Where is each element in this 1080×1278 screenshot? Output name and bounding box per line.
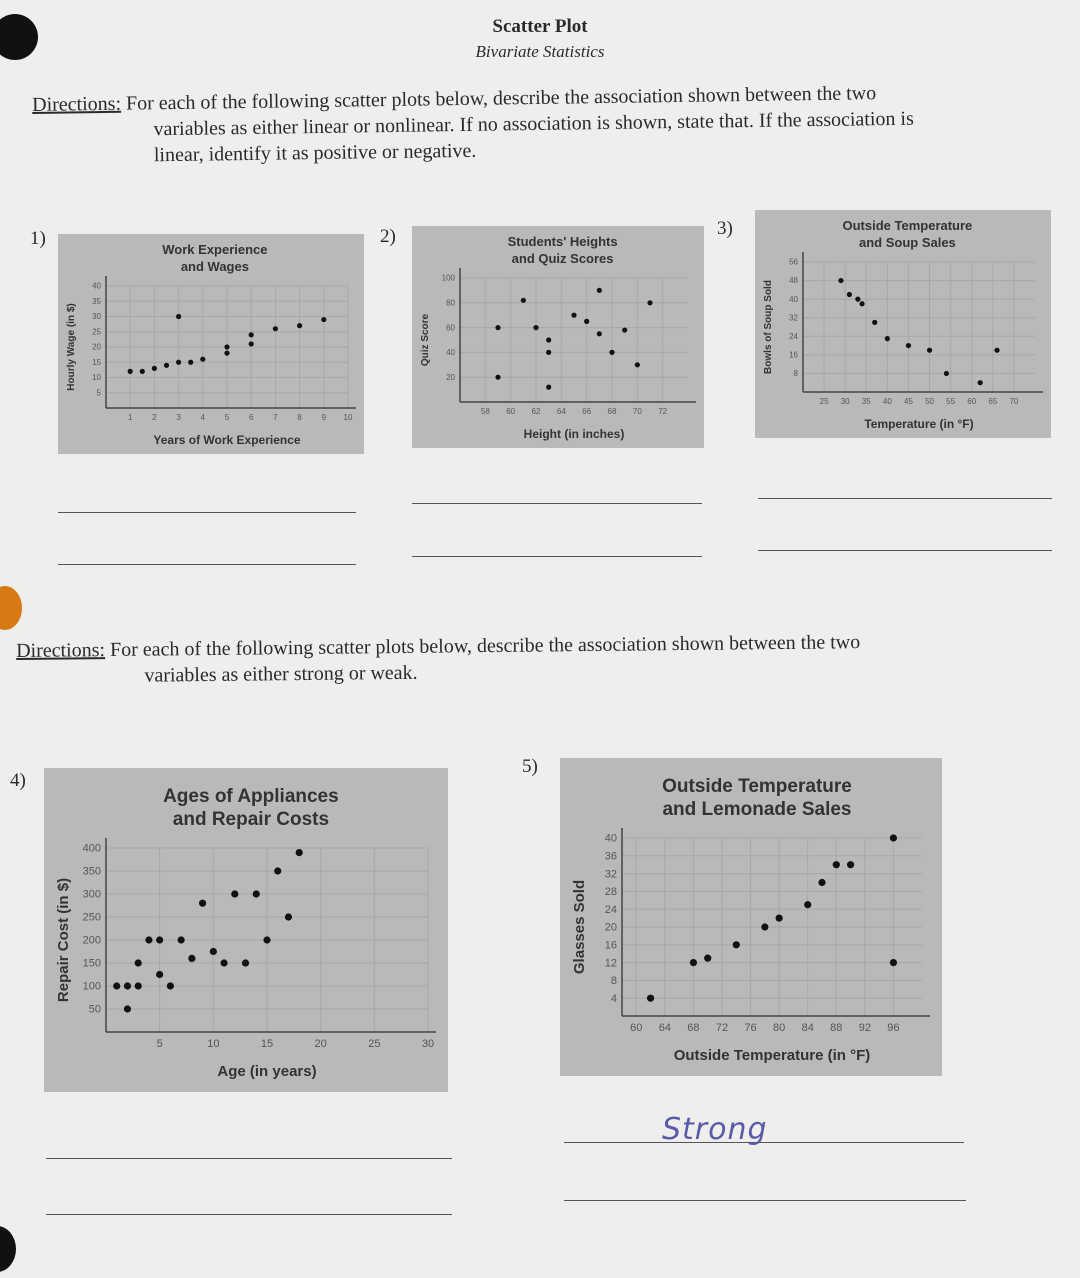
y-tick-label: 56: [789, 257, 798, 267]
x-tick-label: 35: [861, 397, 871, 406]
data-point: [622, 327, 627, 332]
x-tick-label: 8: [297, 413, 302, 422]
data-point: [273, 326, 278, 331]
data-point: [906, 343, 911, 348]
data-point: [890, 834, 897, 841]
answer-line-1a[interactable]: [58, 512, 356, 513]
data-point: [704, 955, 711, 962]
x-tick-label: 88: [830, 1022, 843, 1034]
x-tick-label: 25: [368, 1038, 381, 1050]
data-point: [533, 325, 538, 330]
data-point: [188, 955, 195, 962]
data-point: [776, 915, 783, 922]
x-tick-label: 1: [127, 413, 133, 422]
x-tick-label: 30: [421, 1038, 435, 1050]
data-point: [847, 292, 852, 297]
directions-1-label: Directions:: [32, 92, 122, 116]
y-tick-label: 150: [82, 957, 101, 970]
chart-title-line: Ages of Appliances: [163, 786, 339, 807]
y-tick-label: 50: [88, 1003, 101, 1016]
chart-title-line: and Soup Sales: [858, 235, 956, 250]
data-point: [833, 861, 840, 868]
x-tick-label: 55: [946, 397, 956, 406]
binder-hole-bottom: [0, 1226, 16, 1272]
data-point: [571, 313, 576, 318]
y-tick-label: 8: [793, 369, 798, 379]
directions-1-line3: linear, identify it as positive or negative.: [153, 139, 477, 167]
x-tick-label: 92: [858, 1022, 871, 1034]
y-tick-label: 5: [96, 388, 101, 398]
data-point: [249, 341, 254, 346]
x-tick-label: 58: [480, 407, 490, 416]
data-point: [838, 278, 843, 283]
answer-line-4a[interactable]: [46, 1158, 452, 1159]
data-point: [210, 948, 217, 955]
question-1-number: 1): [30, 228, 46, 249]
y-axis-label: Glasses Sold: [571, 879, 588, 975]
data-point: [297, 323, 302, 328]
y-tick-label: 35: [92, 296, 101, 306]
directions-1-line1: Directions: For each of the following scatter plots below, describe the association shown between the two: [32, 82, 877, 116]
y-tick-label: 16: [789, 350, 798, 360]
y-tick-label: 80: [446, 298, 455, 308]
data-point: [690, 959, 697, 966]
x-tick-label: 68: [607, 407, 617, 416]
data-point: [242, 959, 249, 966]
data-point: [274, 867, 281, 874]
data-point: [249, 332, 254, 337]
question-3-number: 3): [717, 218, 733, 239]
data-point: [521, 298, 526, 303]
data-point: [635, 362, 640, 367]
x-tick-label: 65: [988, 397, 998, 406]
directions-2-label: Directions:: [16, 639, 106, 662]
scatter-plot-2: [412, 226, 704, 448]
y-tick-label: 4: [610, 992, 617, 1005]
question-4-number: 4): [10, 770, 26, 791]
data-point: [128, 369, 133, 374]
data-point: [296, 849, 303, 856]
chart-title-line: Outside Temperature: [662, 776, 852, 797]
data-point: [859, 301, 864, 306]
chart-title-line: Work Experience: [162, 242, 268, 257]
data-point: [495, 375, 500, 380]
data-point: [152, 366, 157, 371]
y-tick-label: 32: [604, 868, 617, 881]
y-tick-label: 200: [82, 934, 101, 947]
data-point: [124, 982, 131, 989]
x-tick-label: 5: [224, 413, 230, 422]
chart-title-line: and Repair Costs: [172, 809, 330, 830]
scatter-plot-1: [58, 234, 364, 454]
chart-title-line: and Lemonade Sales: [662, 799, 852, 820]
data-point: [609, 350, 614, 355]
data-point: [647, 300, 652, 305]
scatter-plot-4: [44, 768, 448, 1092]
handwritten-answer-5: Strong: [662, 1112, 768, 1147]
data-point: [546, 337, 551, 342]
data-point: [885, 336, 890, 341]
page-subtitle: Bivariate Statistics: [475, 42, 605, 61]
answer-line-4b[interactable]: [46, 1214, 452, 1215]
x-tick-label: 70: [1009, 397, 1019, 406]
y-tick-label: 15: [92, 357, 101, 367]
data-point: [176, 360, 181, 365]
x-tick-label: 96: [887, 1022, 900, 1034]
data-point: [597, 288, 602, 293]
data-point: [113, 982, 120, 989]
data-point: [200, 357, 205, 362]
y-tick-label: 10: [92, 373, 101, 383]
chart-title-line: and Wages: [180, 259, 249, 274]
data-point: [176, 314, 181, 319]
data-point: [145, 936, 152, 943]
y-tick-label: 350: [82, 865, 101, 878]
data-point: [285, 913, 292, 920]
directions-1: [32, 78, 1043, 170]
x-tick-label: 72: [658, 407, 668, 416]
y-axis-label: Hourly Wage (in $): [66, 303, 77, 391]
data-point: [944, 371, 949, 376]
x-tick-label: 64: [658, 1022, 671, 1034]
y-tick-label: 20: [604, 921, 617, 934]
data-point: [597, 331, 602, 336]
y-tick-label: 20: [446, 372, 455, 382]
x-axis-label: Height (in inches): [523, 427, 625, 441]
y-tick-label: 40: [604, 832, 617, 845]
y-tick-label: 40: [92, 281, 101, 291]
data-point: [994, 348, 999, 353]
y-tick-label: 30: [92, 312, 101, 322]
chart-title-line: and Quiz Scores: [511, 251, 614, 266]
x-tick-label: 60: [630, 1022, 643, 1034]
scatter-plot-3: [755, 210, 1051, 438]
chart-title-line: Students' Heights: [507, 234, 618, 249]
directions-1-line2: variables as either linear or nonlinear. If no association is shown, state that. If the association is: [153, 107, 914, 141]
x-tick-label: 80: [773, 1022, 786, 1034]
data-point: [231, 890, 238, 897]
y-tick-label: 24: [604, 903, 617, 916]
data-point: [188, 360, 193, 365]
question-5-number: 5): [522, 756, 538, 777]
x-tick-label: 50: [925, 397, 934, 406]
data-point: [156, 971, 163, 978]
data-point: [199, 900, 206, 907]
directions-2-line2: variables as either strong or weak.: [144, 661, 418, 687]
directions-2-line1: Directions: For each of the following scatter plots below, describe the association shown between the two: [16, 631, 861, 662]
answer-line-3b[interactable]: [758, 550, 1052, 551]
data-point: [927, 348, 932, 353]
x-tick-label: 30: [840, 397, 850, 406]
answer-line-3a[interactable]: [758, 498, 1052, 499]
data-point: [224, 351, 229, 356]
y-axis-label: Quiz Score: [420, 313, 431, 367]
data-point: [140, 369, 145, 374]
binder-hole-middle: [0, 586, 22, 630]
x-tick-label: 60: [506, 407, 516, 416]
data-point: [584, 319, 589, 324]
data-point: [495, 325, 500, 330]
data-point: [124, 1005, 131, 1012]
data-point: [546, 350, 551, 355]
x-tick-label: 6: [248, 413, 254, 422]
x-tick-label: 7: [273, 413, 278, 422]
x-tick-label: 15: [260, 1038, 274, 1050]
answer-line-2a[interactable]: [412, 503, 702, 504]
data-point: [156, 936, 163, 943]
chart-title-line: Outside Temperature: [842, 218, 973, 233]
y-tick-label: 25: [92, 327, 101, 337]
y-tick-label: 60: [446, 323, 455, 333]
data-point: [890, 959, 897, 966]
data-point: [135, 982, 142, 989]
x-tick-label: 64: [556, 407, 566, 416]
x-tick-label: 70: [632, 407, 642, 416]
x-tick-label: 40: [882, 397, 892, 406]
x-tick-label: 60: [967, 397, 977, 406]
data-point: [178, 936, 185, 943]
y-tick-label: 300: [82, 888, 101, 901]
x-tick-label: 68: [687, 1022, 700, 1034]
question-2-number: 2): [380, 226, 396, 247]
page-title: Scatter Plot: [492, 16, 588, 37]
data-point: [733, 941, 740, 948]
data-point: [978, 380, 983, 385]
y-axis-label: Bowls of Soup Sold: [763, 280, 774, 374]
x-tick-label: 3: [176, 413, 181, 422]
y-tick-label: 36: [604, 850, 617, 863]
data-point: [872, 320, 877, 325]
data-point: [164, 363, 169, 368]
x-tick-label: 84: [801, 1022, 814, 1034]
data-point: [220, 959, 227, 966]
x-tick-label: 5: [156, 1038, 163, 1050]
scatter-plot-5: [560, 758, 942, 1076]
x-axis-label: Outside Temperature (in °F): [673, 1047, 871, 1064]
data-point: [263, 936, 270, 943]
x-tick-label: 62: [531, 407, 541, 416]
x-tick-label: 4: [200, 413, 206, 422]
data-point: [818, 879, 825, 886]
data-point: [855, 297, 860, 302]
y-tick-label: 28: [604, 886, 617, 899]
data-point: [167, 982, 174, 989]
x-tick-label: 10: [343, 413, 353, 422]
data-point: [804, 901, 811, 908]
data-point: [253, 890, 260, 897]
data-point: [546, 385, 551, 390]
x-tick-label: 2: [152, 413, 157, 422]
x-tick-label: 25: [819, 397, 829, 406]
x-tick-label: 66: [582, 407, 592, 416]
answer-line-5b[interactable]: [564, 1200, 966, 1201]
answer-line-2b[interactable]: [412, 556, 702, 557]
y-tick-label: 20: [92, 342, 101, 352]
x-tick-label: 72: [715, 1022, 729, 1034]
y-tick-label: 8: [610, 975, 617, 988]
x-tick-label: 76: [744, 1022, 757, 1034]
data-point: [647, 995, 654, 1002]
y-tick-label: 12: [604, 957, 617, 970]
data-point: [761, 923, 768, 930]
y-tick-label: 40: [446, 348, 455, 358]
x-tick-label: 9: [321, 413, 327, 422]
y-tick-label: 16: [604, 939, 617, 952]
y-tick-label: 250: [82, 911, 101, 924]
data-point: [224, 344, 229, 349]
x-tick-label: 45: [904, 397, 913, 406]
answer-line-1b[interactable]: [58, 564, 356, 565]
data-point: [847, 861, 854, 868]
y-tick-label: 400: [82, 842, 101, 855]
y-axis-label: Repair Cost (in $): [55, 877, 72, 1003]
y-tick-label: 40: [789, 294, 798, 304]
data-point: [135, 959, 142, 966]
x-axis-label: Age (in years): [217, 1063, 317, 1080]
y-tick-label: 100: [82, 980, 101, 993]
y-tick-label: 24: [789, 331, 798, 341]
y-tick-label: 48: [789, 276, 798, 286]
directions-2: [16, 627, 1056, 690]
y-tick-label: 32: [789, 313, 798, 323]
data-point: [321, 317, 326, 322]
x-tick-label: 20: [314, 1038, 327, 1050]
x-tick-label: 10: [207, 1038, 220, 1050]
x-axis-label: Years of Work Experience: [153, 433, 301, 447]
y-tick-label: 100: [441, 273, 455, 283]
x-axis-label: Temperature (in °F): [864, 417, 974, 431]
